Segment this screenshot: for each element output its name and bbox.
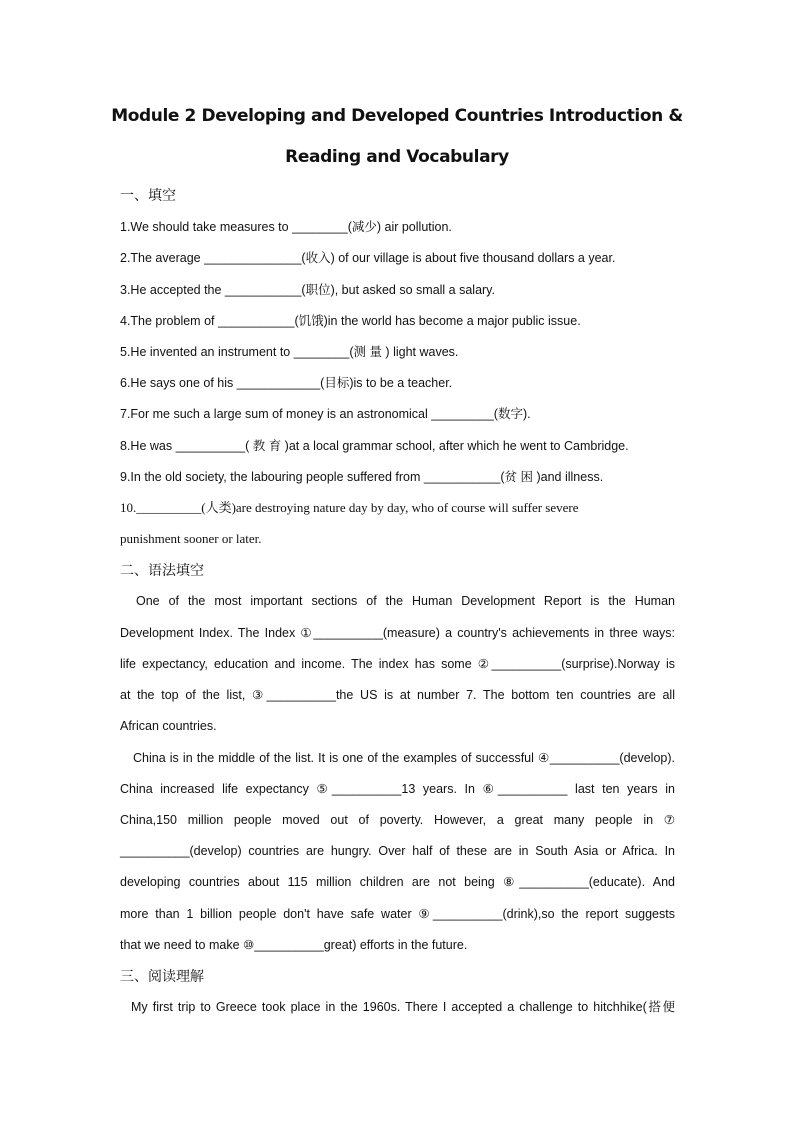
cloze-line-3: life expectancy, education and income. The index has some ②__________(surprise).Norway is	[120, 657, 675, 671]
cloze-line-5: African countries.	[120, 719, 217, 733]
cloze-line-7: China increased life expectancy ⑤__________13 years. In ⑥__________ last ten years in	[120, 782, 675, 796]
fill-in-item-10-continued: punishment sooner or later.	[120, 531, 262, 546]
fill-in-item-4: 4.The problem of ___________(饥饿)in the world has become a major public issue.	[120, 314, 581, 328]
fill-in-item-9: 9.In the old society, the labouring people suffered from ___________(贫 困 )and illness.	[120, 470, 604, 484]
cloze-line-12: that we need to make ⑩__________great) efforts in the future.	[120, 938, 468, 952]
cloze-line-9: __________(develop) countries are hungry. Over half of these are in South Asia or Africa. In	[120, 844, 675, 858]
cloze-line-10: developing countries about 115 million children are not being ⑧__________(educate). And	[120, 875, 675, 889]
section-3-heading: 三、阅读理解	[120, 968, 204, 984]
fill-in-item-1: 1.We should take measures to ________(减少) air pollution.	[120, 220, 452, 234]
cloze-line-2: Development Index. The Index ①__________(measure) a country's achievements in three ways:	[120, 626, 675, 640]
fill-in-item-5: 5.He invented an instrument to ________(测 量 ) light waves.	[120, 345, 459, 359]
fill-in-item-8: 8.He was __________( 教 育 )at a local grammar school, after which he went to Cambridge.	[120, 439, 629, 453]
fill-in-item-2: 2.The average ______________(收入) of our village is about five thousand dollars a year.	[120, 251, 616, 265]
cloze-line-11: more than 1 billion people don't have safe water ⑨__________(drink),so the report suggests	[120, 907, 675, 921]
document-title-line-2: Reading and Vocabulary	[285, 147, 509, 167]
fill-in-item-10: 10.__________(人类)are destroying nature day by day, who of course will suffer severe	[120, 500, 579, 515]
fill-in-item-3: 3.He accepted the ___________(职位), but asked so small a salary.	[120, 283, 495, 297]
reading-line-1: My first trip to Greece took place in the 1960s. There I accepted a challenge to hitchhike(搭便	[131, 1000, 675, 1014]
fill-in-item-6: 6.He says one of his ____________(目标)is to be a teacher.	[120, 376, 453, 390]
section-1-heading: 一、填空	[120, 187, 176, 203]
cloze-line-4: at the top of the list, ③__________the US is at number 7. The bottom ten countries are all	[120, 688, 675, 702]
fill-in-item-7: 7.For me such a large sum of money is an astronomical _________(数字).	[120, 407, 531, 421]
section-2-heading: 二、语法填空	[120, 562, 204, 578]
document-title-line-1: Module 2 Developing and Developed Countries Introduction &	[111, 106, 683, 126]
cloze-line-1: One of the most important sections of the Human Development Report is the Human	[136, 594, 675, 608]
cloze-line-6: China is in the middle of the list. It is one of the examples of successful ④__________(develop).	[133, 751, 675, 765]
cloze-line-8: China,150 million people moved out of poverty. However, a great many people in ⑦	[120, 813, 675, 827]
